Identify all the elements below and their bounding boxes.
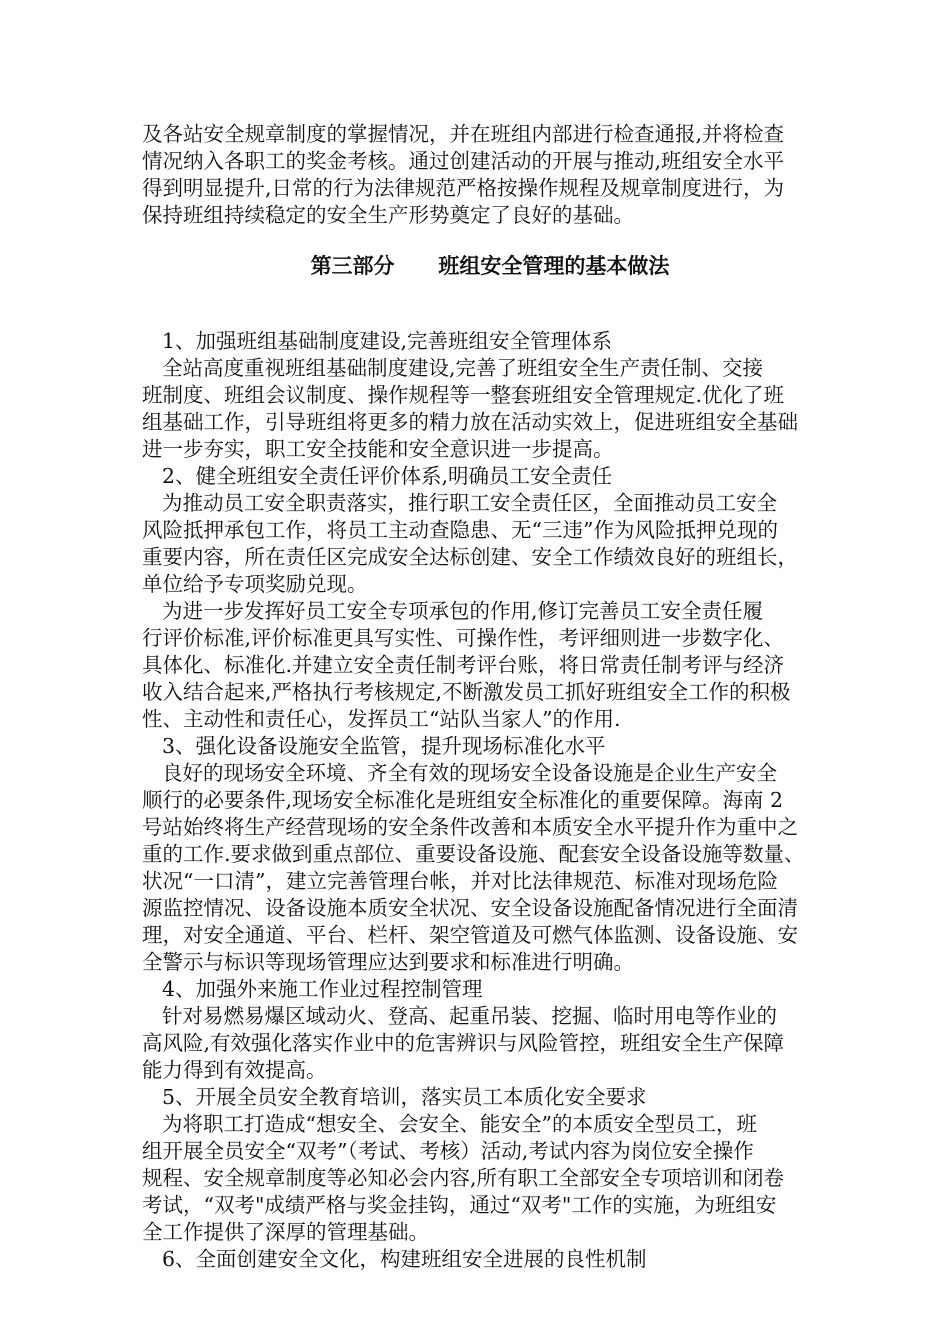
text-line: 1、加强班组基础制度建设,完善班组安全管理体系 — [162, 329, 613, 353]
spacer — [142, 229, 838, 253]
text-line: 理，对安全通道、平台、栏杆、架空管道及可燃气体监测、设备设施、安 — [142, 923, 798, 947]
text-line: 进一步夯实，职工安全技能和安全意识进一步提高。 — [142, 437, 614, 461]
text-line: 为将职工打造成“想安全、会安全、能安全”的本质安全型员工，班 — [162, 1112, 757, 1136]
section-heading: 第三部分 班组安全管理的基本做法 — [310, 254, 670, 278]
text-line: 全站高度重视班组基础制度建设,完善了班组安全生产责任制、交接 — [162, 356, 764, 380]
text-line: 能力得到有效提高。 — [142, 1058, 327, 1082]
text-line: 得到明显提升,日常的行为法律规范严格按操作规程及规章制度进行，为 — [142, 176, 785, 200]
text-line: 顺行的必要条件,现场安全标准化是班组安全标准化的重要保障。海南 2 — [142, 788, 784, 812]
text-line: 保持班组持续稳定的安全生产形势奠定了良好的基础。 — [142, 203, 634, 227]
text-line: 源监控情况、设备设施本质安全状况、安全设备设施配备情况进行全面清 — [142, 896, 798, 920]
text-line: 考试，“双考"成绩严格与奖金挂钩，通过“双考"工作的实施，为班组安 — [142, 1193, 777, 1217]
text-line: 班制度、班组会议制度、操作规程等一整套班组安全管理规定.优化了班 — [142, 383, 785, 407]
text-line: 良好的现场安全环境、齐全有效的现场安全设备设施是企业生产安全 — [162, 761, 777, 785]
text-line: 组开展全员安全“双考”（考试、考核）活动,考试内容为岗位安全操作 — [142, 1139, 754, 1163]
text-line: 全工作提供了深厚的管理基础。 — [142, 1220, 429, 1244]
spacer — [142, 280, 838, 328]
text-line: 风险抵押承包工作，将员工主动查隐患、无“三违”作为风险抵押兑现的 — [142, 518, 778, 542]
text-line: 重的工作.要求做到重点部位、重要设备设施、配套安全设备设施等数量、 — [142, 842, 805, 866]
text-line: 5、开展全员安全教育培训，落实员工本质化安全要求 — [162, 1085, 647, 1109]
text-line: 号站始终将生产经营现场的安全条件改善和本质安全水平提升作为重中之 — [142, 815, 798, 839]
text-line: 为推动员工安全职责落实，推行职工安全责任区，全面推动员工安全 — [162, 491, 777, 515]
text-line: 高风险,有效强化落实作业中的危害辨识与风险管控，班组安全生产保障 — [142, 1031, 785, 1055]
text-line: 行评价标准,评价标准更具写实性、可操作性，考评细则进一步数字化、 — [142, 626, 785, 650]
text-line: 性、主动性和责任心，发挥员工“站队当家人”的作用. — [142, 707, 621, 731]
intro-paragraph — [142, 121, 838, 229]
text-line: 2、健全班组安全责任评价体系,明确员工安全责任 — [162, 464, 613, 488]
text-line: 重要内容，所在责任区完成安全达标创建、安全工作绩效良好的班组长， — [142, 545, 798, 569]
text-line: 3、强化设备设施安全监管，提升现场标准化水平 — [162, 734, 606, 758]
text-line: 为进一步发挥好员工安全专项承包的作用,修订完善员工安全责任履 — [162, 599, 764, 623]
text-line: 收入结合起来,严格执行考核规定,不断激发员工抓好班组安全工作的积极 — [142, 680, 791, 704]
text-line: 6、全面创建安全文化，构建班组安全进展的良性机制 — [162, 1247, 647, 1271]
document-page — [142, 121, 838, 1273]
text-line: 情况纳入各职工的奖金考核。通过创建活动的开展与推动,班组安全水平 — [142, 149, 785, 173]
text-line: 组基础工作，引导班组将更多的精力放在活动实效上，促进班组安全基础 — [142, 410, 798, 434]
text-line: 状况“一口清”，建立完善管理台帐，并对比法律规范、标准对现场危险 — [142, 869, 778, 893]
text-line: 单位给予专项奖励兑现。 — [142, 572, 368, 596]
text-line: 4、加强外来施工作业过程控制管理 — [162, 977, 483, 1001]
body-text — [142, 328, 838, 1273]
text-line: 规程、安全规章制度等必知必会内容,所有职工全部安全专项培训和闭卷 — [142, 1166, 785, 1190]
text-line: 及各站安全规章制度的掌握情况，并在班组内部进行检查通报,并将检查 — [142, 122, 785, 146]
text-line: 具体化、标准化.并建立安全责任制考评台账，将日常责任制考评与经济 — [142, 653, 785, 677]
text-line: 针对易燃易爆区域动火、登高、起重吊装、挖掘、临时用电等作业的 — [162, 1004, 777, 1028]
text-line: 全警示与标识等现场管理应达到要求和标准进行明确。 — [142, 950, 634, 974]
